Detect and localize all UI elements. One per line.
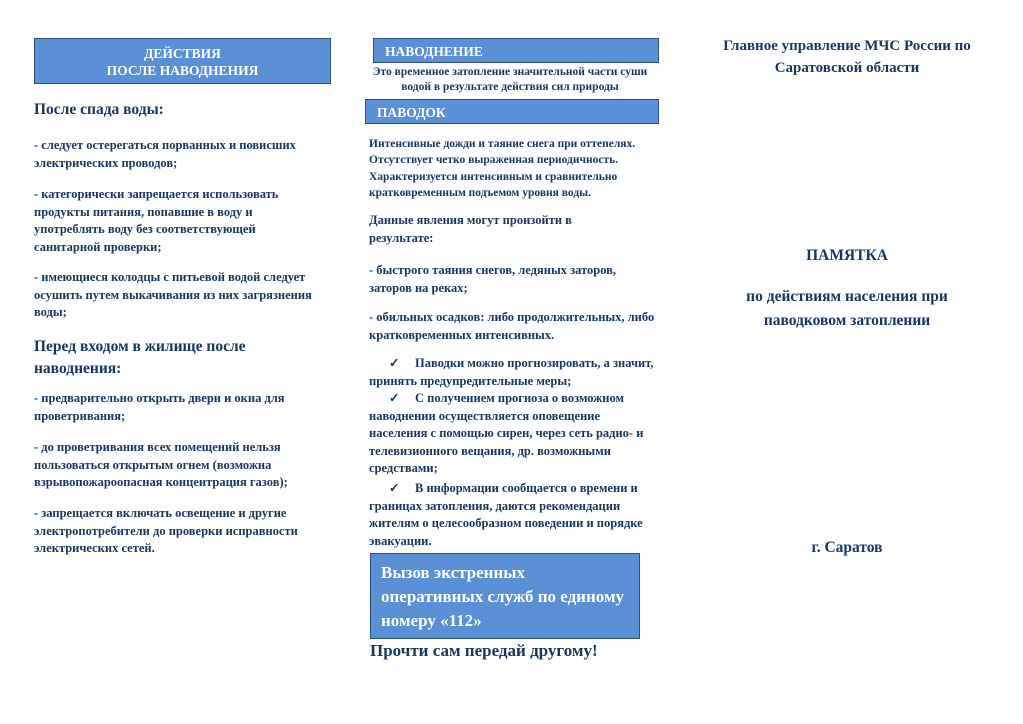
cause-item-1: - быстрого таяния снегов, ледяных заторов, заторов на реках;: [369, 263, 617, 295]
check-item-1: [369, 355, 659, 390]
check-item-3: [369, 480, 661, 550]
after-flood-header-line1: ДЕЙСТВИЯ: [144, 46, 221, 61]
organization-name: Главное управление МЧС России по Саратовской области: [723, 38, 971, 76]
freshet-description: Интенсивные дожди и таяние снега при оттепелях. Отсутствует четко выраженная периодичность. Характеризуется интенсивным и сравнительно кратковременным подъемом уровня воды.: [369, 138, 636, 199]
leaflet-title: ПАМЯТКА: [806, 247, 888, 264]
causes-intro: Данные явления могут произойти в результате:: [369, 213, 572, 245]
check-item-2-text: С получением прогноза о возможном наводнении осуществляется оповещение населения с помощью сирен, через сеть радио- и телевизионного вещания, др. возможными средствами;: [369, 391, 644, 475]
share-text: Прочти сам передай другому!: [370, 641, 598, 660]
check-item-1-text: Паводки можно прогнозировать, а значит, принять предупредительные меры;: [369, 356, 654, 388]
heading-before-entry: Перед входом в жилище после наводнения:: [34, 338, 246, 377]
entry-item-2: - до проветривания всех помещений нельзя пользоваться открытым огнем (возможна взрывопожароопасная концентрация газов);: [34, 440, 288, 489]
flood-header: [373, 38, 659, 63]
heading-after-water-recedes: После спада воды:: [34, 101, 164, 118]
emergency-call-text: Вызов экстренных оперативных служб по единому номеру «112»: [381, 563, 625, 630]
entry-item-3: - запрещается включать освещение и другие электропотребители до проверки исправности электрических сетей.: [34, 506, 298, 555]
after-item-1: - следует остерегаться порванных и повисших электрических проводов;: [34, 138, 296, 170]
check-mark-icon: ✓: [389, 481, 400, 495]
check-item-2: [369, 390, 661, 478]
emergency-call-box: [370, 553, 640, 639]
city-name: г. Саратов: [811, 539, 883, 556]
freshet-header: [365, 99, 659, 124]
flood-header-label: НАВОДНЕНИЕ: [385, 44, 483, 59]
flood-definition: Это временное затопление значительной части суши водой в результате действия сил природы: [372, 66, 648, 93]
cause-item-2: - обильных осадков: либо продолжительных, либо кратковременных интенсивных.: [369, 310, 655, 342]
freshet-header-label: ПАВОДОК: [377, 105, 446, 120]
after-item-3: - имеющиеся колодцы с питьевой водой следует осушить путем выкачивания из них загрязнения воды;: [34, 270, 312, 319]
check-item-3-text: В информации сообщается о времени и границах затопления, даются рекомендации жителям о целесообразном поведении и порядке эвакуации.: [369, 481, 643, 548]
after-flood-header: [34, 38, 331, 84]
entry-item-1: - предварительно открыть двери и окна для проветривания;: [34, 391, 285, 423]
after-item-2: - категорически запрещается использовать продукты питания, попавшие в воду и употреблять воду без соответствующей санитарной проверки;: [34, 187, 279, 254]
check-mark-icon: ✓: [389, 391, 400, 405]
after-flood-header-line2: ПОСЛЕ НАВОДНЕНИЯ: [106, 63, 259, 78]
leaflet-subtitle: по действиям населения при паводковом затоплении: [746, 288, 948, 329]
check-mark-icon: ✓: [389, 356, 400, 370]
